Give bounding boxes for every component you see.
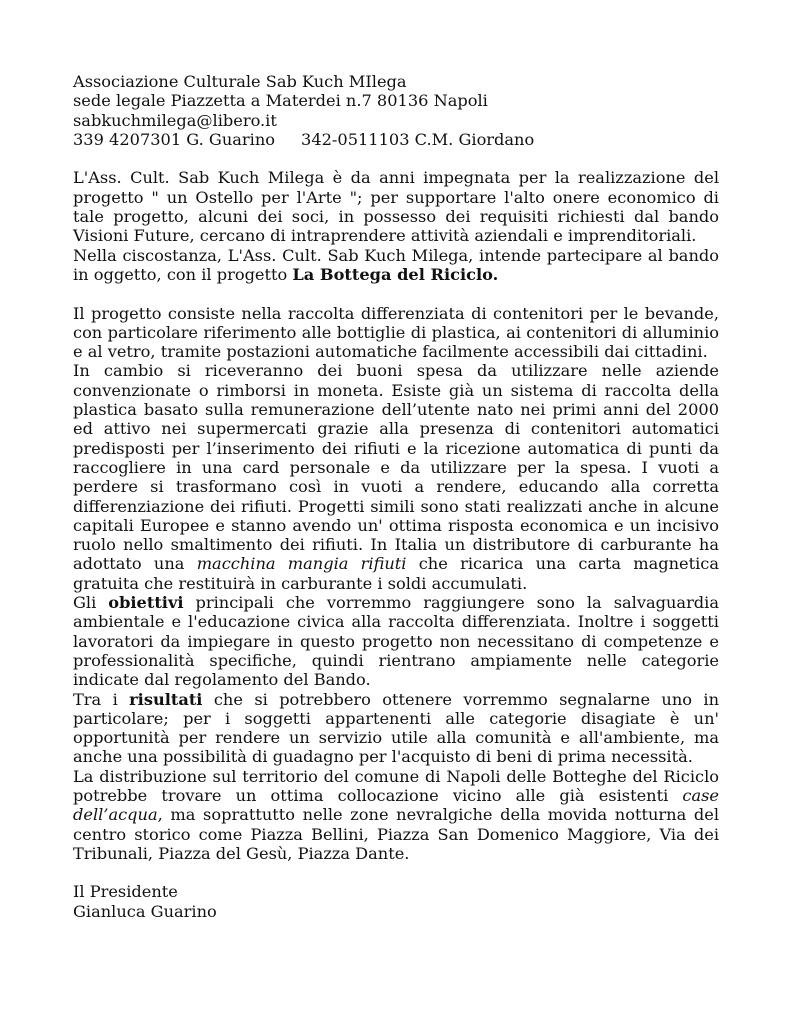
objectives-text: principali che vorremmo raggiungere sono la salvaguardia ambientale e l'educazione civica alla raccolta differenziata. Inoltre i soggetti lavoratori da impiegare in questo progetto non necessitano di competenze e professionalità specifiche, quindi rientrano ampiamente nelle categorie indicate dal regolamento del Bando. [73, 593, 719, 690]
association-name: Associazione Culturale Sab Kuch MIlega [73, 72, 407, 91]
exchange-text: In cambio si riceveranno dei buoni spesa da utilizzare nelle aziende convenzionate o rimborsi in moneta. Esiste già un sistema di raccolta della plastica basato sulla remunerazione dell’utente nato nei primi anni del 2000 ed attivo nei supermercati grazie alla presenza di contenitori automatici predisposti per l’inserimento dei rifiuti e la ricezione automatica di punti da raccogliere in una card personale e da utilizzare per la spesa. I vuoti a perdere si trasformano così in vuoti a rendere, educando alla corretta differenziazione dei rifiuti. Progetti simili sono stati realizzati anche in alcune capitali Europee e stanno avendo un' ottima risposta economica e un incisivo ruolo nello smaltimento dei rifiuti. In Italia un distributore di carburante ha adottato una [73, 361, 719, 574]
spacer [73, 149, 719, 168]
spacer [73, 863, 719, 882]
objectives-paragraph [73, 593, 719, 689]
project-description-paragraph: Il progetto consiste nella raccolta differenziata di contenitori per le bevande, con particolare riferimento alle bottiglie di plastica, ai contenitori di alluminio e al vetro, tramite postazioni automatiche facilmente accessibili dai cittadini. [73, 303, 719, 362]
signature-role: Il Presidente [73, 882, 178, 902]
distribution-paragraph [73, 767, 719, 863]
exchange-paragraph [73, 361, 719, 593]
objectives-lead: Gli [73, 593, 109, 613]
machine-name: macchina mangia rifiuti [196, 554, 407, 574]
document-page [73, 72, 719, 921]
exchange-text-end: che ricarica una carta magnetica gratuita che restituirà in carburante i soldi accumulati. [73, 554, 719, 593]
phone-giordano: 342-0511103 C.M. Giordano [301, 129, 535, 149]
participation-paragraph [73, 246, 719, 285]
legal-address: sede legale Piazzetta a Materdei n.7 80136 Napoli [73, 91, 488, 111]
email-address: sabkuchmilega@libero.it [73, 110, 277, 130]
project-name: La Bottega del Riciclo. [292, 264, 499, 284]
signature-name: Gianluca Guarino [73, 901, 217, 921]
phone-guarino: 339 4207301 G. Guarino [73, 129, 276, 149]
objectives-keyword: obiettivi [108, 593, 184, 613]
results-paragraph [73, 690, 719, 767]
intro-paragraph: L'Ass. Cult. Sab Kuch Milega è da anni impegnata per la realizzazione del progetto " un Ostello per l'Arte "; per supportare l'alto onere economico di tale progetto, alcuni dei soci, in possesso dei requisiti richiesti dal bando Visioni Future, cercano di intraprendere attività aziendali e imprenditoriali. [73, 168, 719, 246]
spacer [73, 284, 719, 303]
results-text: che si potrebbero ottenere vorremmo segnalarne uno in particolare; per i soggetti appartenenti alle categorie disagiate è un' opportunità per rendere un servizio utile alla comunità e all'ambiente, ma anche una possibilità di guadagno per l'acquisto di beni di prima necessità. [73, 689, 720, 767]
results-lead: Tra i [73, 689, 130, 709]
results-keyword: risultati [129, 689, 203, 709]
distribution-text-end: , ma soprattutto nelle zone nevralgiche della movida notturna del centro storico come Piazza Bellini, Piazza San Domenico Maggiore, Via dei Tribunali, Piazza del Gesù, Piazza Dante. [73, 805, 719, 863]
participation-text: Nella ciscostanza, L'Ass. Cult. Sab Kuch Milega, intende partecipare al bando in oggetto, con il progetto [73, 245, 719, 284]
water-houses: case dell’acqua [73, 785, 719, 825]
phone-numbers [73, 130, 719, 149]
distribution-text: La distribuzione sul territorio del comune di Napoli delle Botteghe del Riciclo potrebbe trovare un ottima collocazione vicino alle già esistenti [73, 766, 719, 805]
